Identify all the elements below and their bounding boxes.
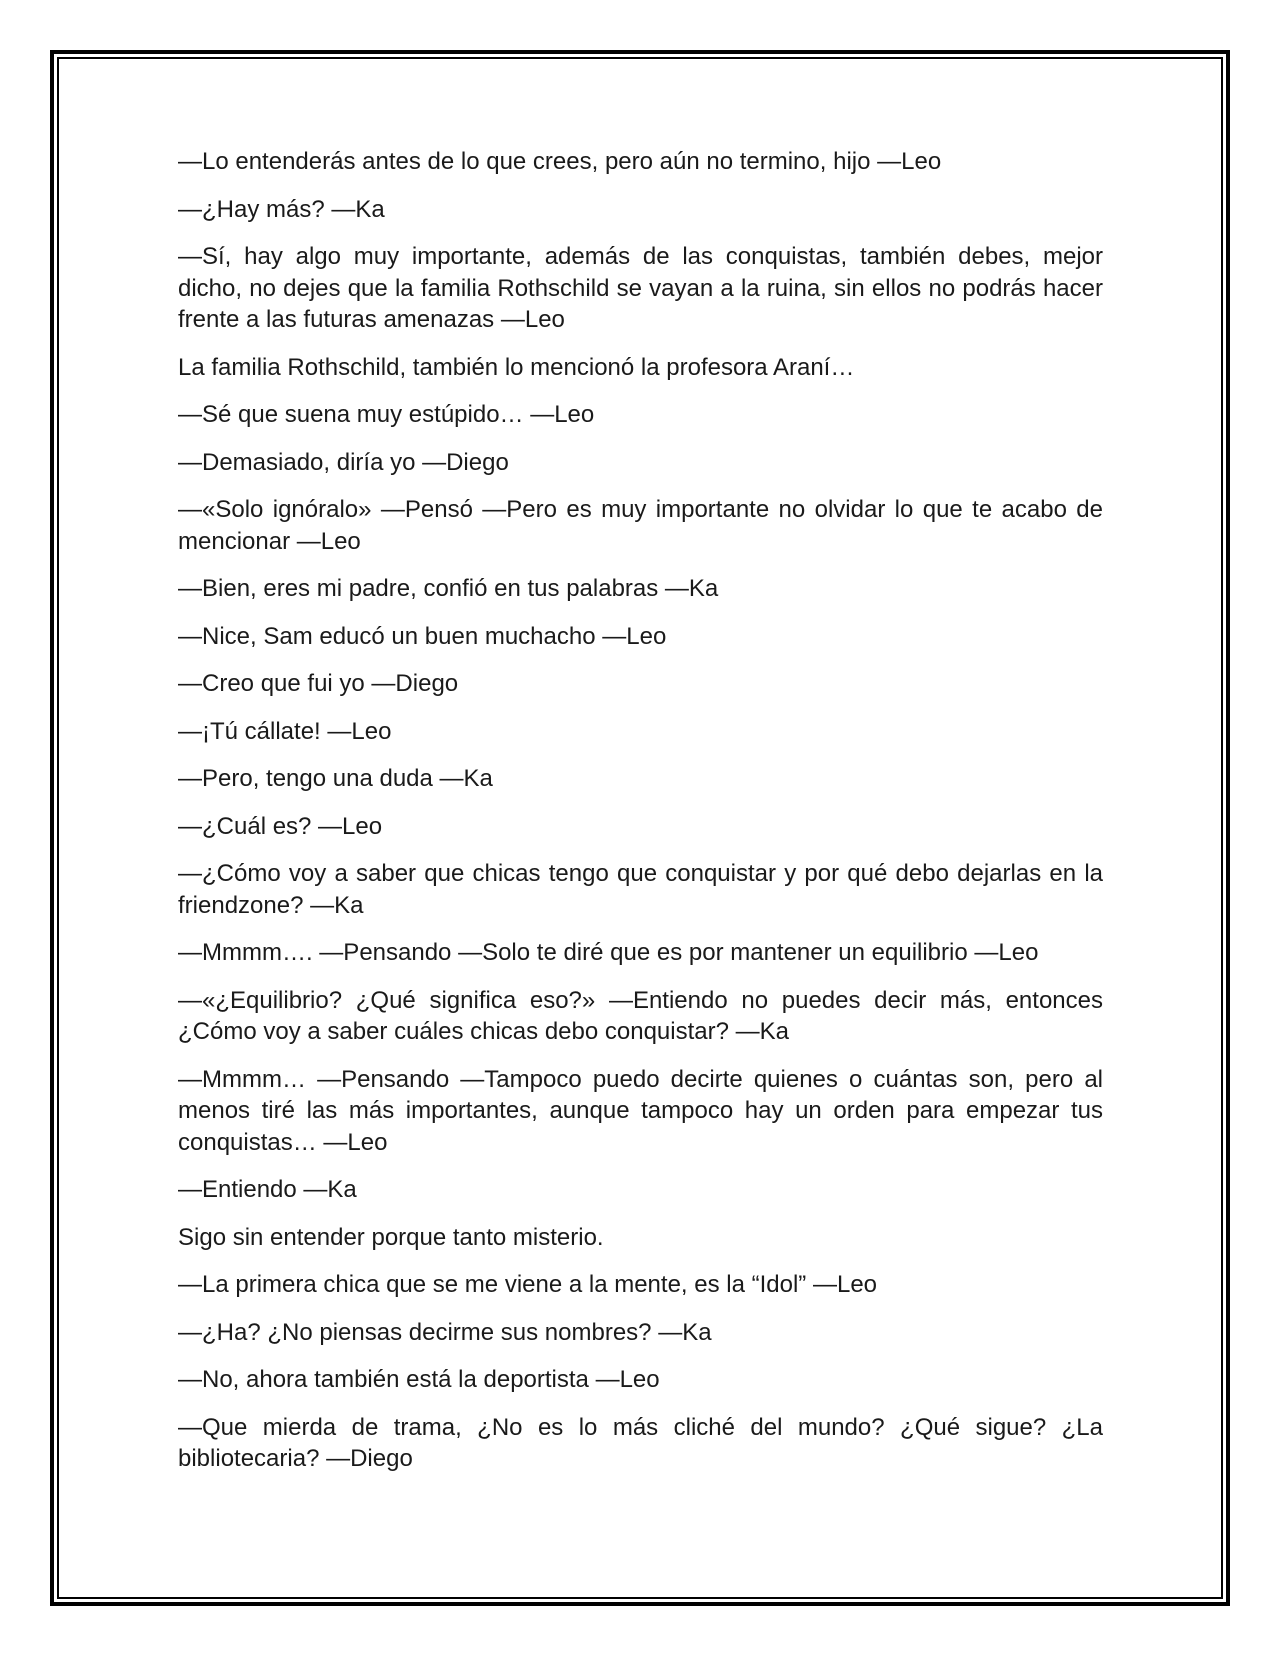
document-body xyxy=(178,146,1103,1491)
paragraph: Sigo sin entender porque tanto misterio. xyxy=(178,1223,604,1251)
paragraph: —¿Ha? ¿No piensas decirme sus nombres? —Ka xyxy=(178,1318,712,1346)
paragraph: —La primera chica que se me viene a la mente, es la “Idol” —Leo xyxy=(178,1271,878,1298)
paragraph: —Creo que fui yo —Diego xyxy=(178,670,459,697)
paragraph: —¡Tú cállate! —Leo xyxy=(178,717,392,745)
paragraph: —Entiendo —Ka xyxy=(178,1176,357,1203)
paragraph: —«¿Equilibrio? ¿Qué significa eso?» —Entiendo no puedes decir más, entonces ¿Cómo voy a saber cuáles chicas debo conquistar? —Ka xyxy=(178,986,1103,1045)
paragraph: —Bien, eres mi padre, confió en tus palabras —Ka xyxy=(178,575,719,602)
paragraph: —¿Cuál es? —Leo xyxy=(178,812,383,840)
paragraph: —Sé que suena muy estúpido… —Leo xyxy=(178,401,595,428)
paragraph: —Que mierda de trama, ¿No es lo más cliché del mundo? ¿Qué sigue? ¿La bibliotecaria? —Diego xyxy=(178,1413,1103,1472)
paragraph: —Lo entenderás antes de lo que crees, pero aún no termino, hijo —Leo xyxy=(178,148,942,175)
paragraph: —¿Hay más? —Ka xyxy=(178,195,385,223)
paragraph: —Mmmm…. —Pensando —Solo te diré que es por mantener un equilibrio —Leo xyxy=(178,939,1039,966)
paragraph: —Sí, hay algo muy importante, además de las conquistas, también debes, mejor dicho, no dejes que la familia Rothschild se vayan a la ruina, sin ellos no podrás hacer frente a las futuras amenazas —Leo xyxy=(178,243,1103,333)
paragraph: —Nice, Sam educó un buen muchacho —Leo xyxy=(178,622,667,650)
paragraph: —«Solo ignóralo» —Pensó —Pero es muy importante no olvidar lo que te acabo de mencionar —Leo xyxy=(178,496,1103,555)
paragraph: —¿Cómo voy a saber que chicas tengo que conquistar y por qué debo dejarlas en la friendzone? —Ka xyxy=(178,860,1103,919)
paragraph: —Pero, tengo una duda —Ka xyxy=(178,765,493,792)
paragraph: La familia Rothschild, también lo mencionó la profesora Araní… xyxy=(178,353,855,381)
paragraph: —Mmmm… —Pensando —Tampoco puedo decirte quienes o cuántas son, pero al menos tiré las más importantes, aunque tampoco hay un orden para empezar tus conquistas… —Leo xyxy=(178,1065,1103,1156)
paragraph: —Demasiado, diría yo —Diego xyxy=(178,448,509,476)
paragraph: —No, ahora también está la deportista —Leo xyxy=(178,1366,660,1393)
